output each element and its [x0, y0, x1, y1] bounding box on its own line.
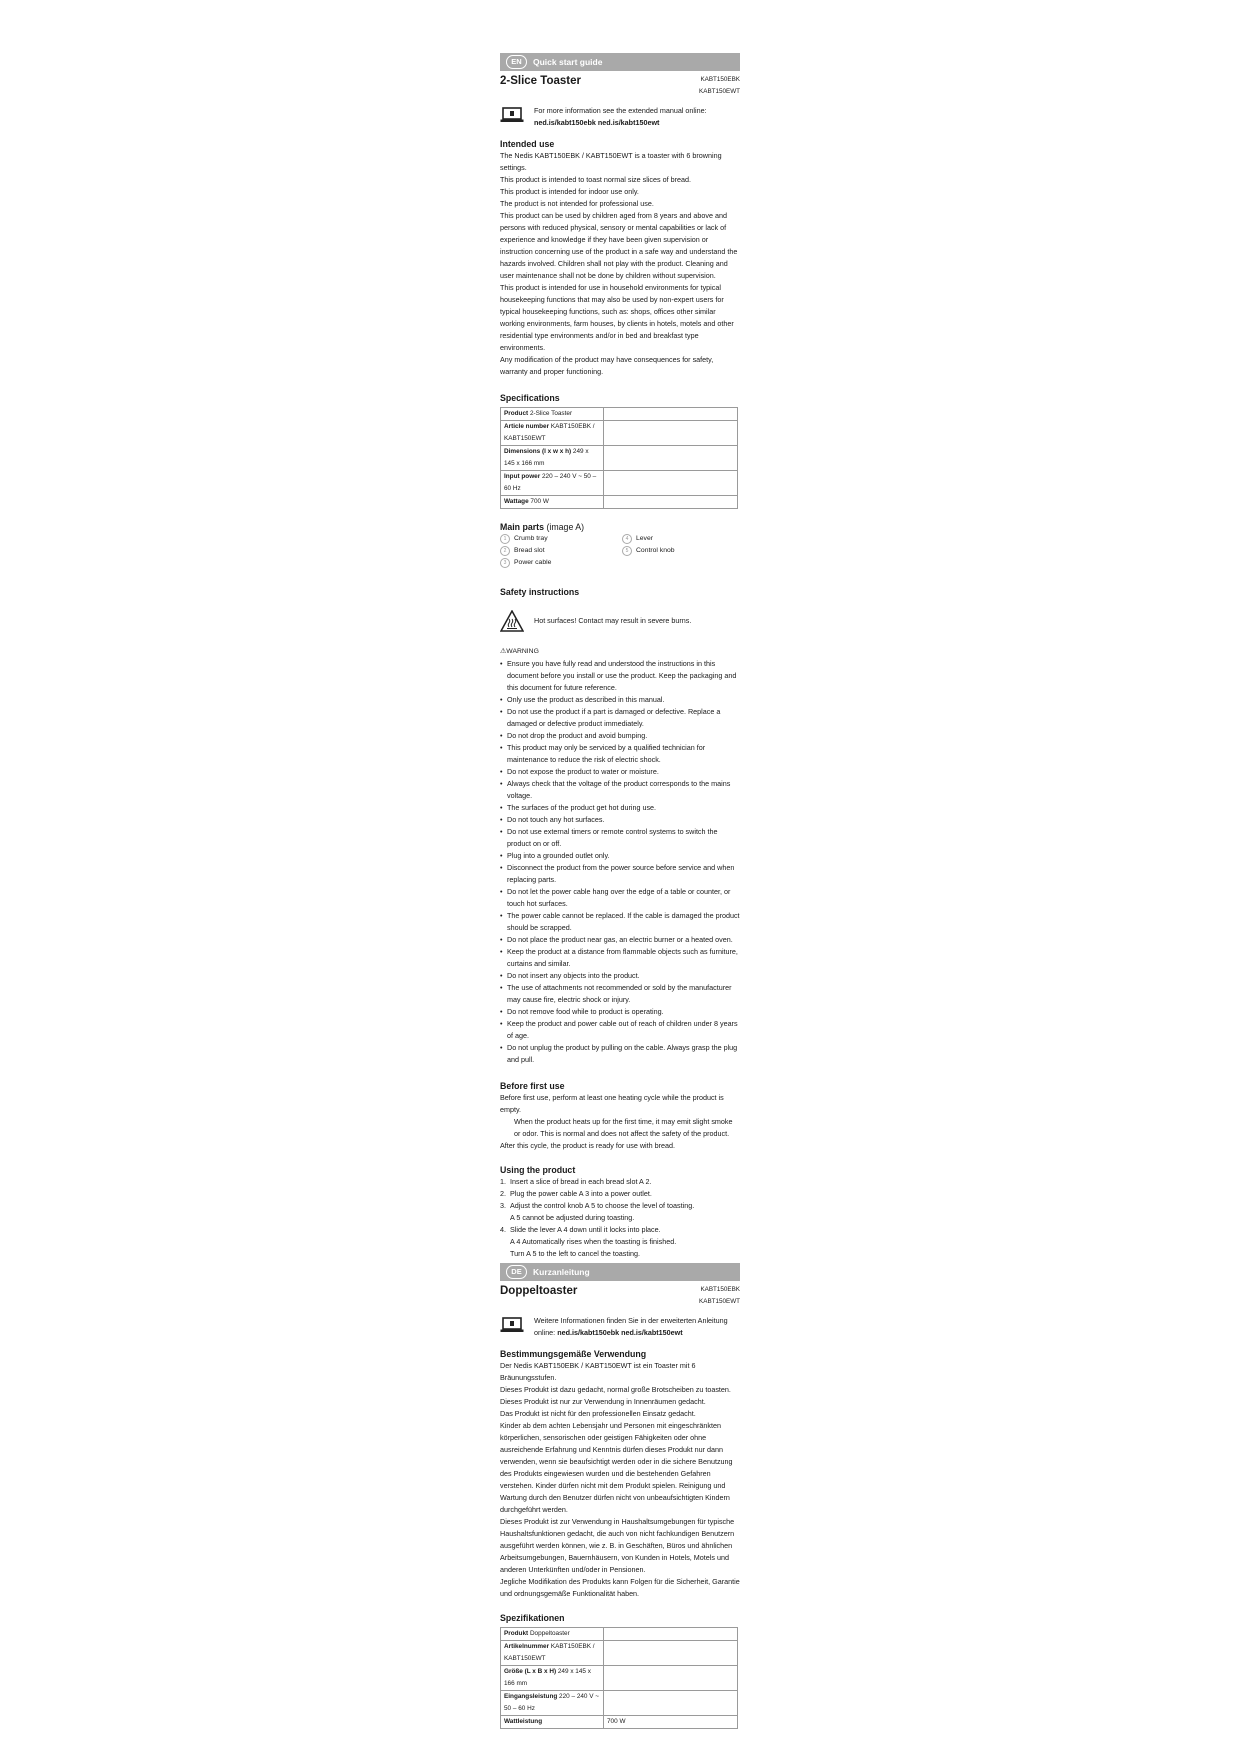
spec-value: 700 W [604, 1716, 738, 1729]
en-specifications-table [500, 407, 738, 509]
spec-label: Größe (L x B x H) [504, 1668, 557, 1675]
step-text: Turn A 5 to the left to cancel the toasting. [510, 1249, 640, 1258]
part-number: 4 [622, 534, 632, 544]
spec-value: 2-Slice Toaster [529, 410, 573, 417]
step-text: Slide the lever A 4 down until it locks into place. [510, 1225, 661, 1234]
part-label: Bread slot [514, 547, 545, 554]
hot-surface-icon [500, 610, 524, 632]
spec-value: 249 x 145 x 166 mm [504, 448, 589, 467]
spec-value: KABT150EBK / KABT150EWT [504, 1643, 595, 1662]
en-intended-use-heading: Intended use [500, 139, 555, 149]
list-item: • Do not use the product if a part is damaged or defective. Replace a damaged or defective product immediately. [500, 706, 740, 730]
list-item [500, 1224, 740, 1236]
de-intended-line: Dieses Produkt ist nur zur Verwendung in Innenräumen gedacht. [500, 1397, 706, 1406]
spec-value: 700 W [530, 498, 549, 505]
en-product-title: 2-Slice Toaster [500, 75, 581, 87]
en-intended-line: This product is intended for use in household environments for typical housekeeping functions that may also be used by non-expert users for typical housekeeping functions, such as: shops, offices other similar working environments, farm houses, by clients in hotels, motels and other residential type environments and/or in bed and breakfast type environments. [500, 283, 734, 352]
en-intended-line: The Nedis KABT150EBK / KABT150EWT is a toaster with 6 browning settings. [500, 151, 722, 172]
en-safety-list [500, 658, 740, 1066]
part-label: Power cable [514, 559, 552, 566]
de-section-band [500, 1263, 740, 1281]
list-item: • Do not use external timers or remote control systems to switch the product on or off. [500, 826, 740, 850]
list-item: • Do not insert any objects into the product. [500, 970, 740, 982]
en-using-heading: Using the product [500, 1165, 576, 1175]
de-product-title: Doppeltoaster [500, 1285, 578, 1297]
de-code-black: KABT150EBK [700, 1286, 740, 1293]
de-intended-line: Dieses Produkt ist zur Verwendung in Haushaltsumgebungen für typische Haushaltsfunktionen gedacht, die auch von nicht fachkundigen Benutzern ausgeführt werden können, wie z. B. in Geschäften, Büros und ähnlichen Arbeitsumgebungen, Bauernhäusern, von Kunden in Hotels, Motels und anderen Unterkünften und/oder in Pensionen. [500, 1517, 735, 1574]
part-label: Control knob [636, 547, 675, 554]
list-item [500, 1188, 740, 1200]
en-manual-links: ned.is/kabt150ebk ned.is/kabt150ewt [534, 118, 660, 127]
de-article-codes [699, 1284, 740, 1308]
en-safety-heading: Safety instructions [500, 587, 580, 597]
list-item [500, 1176, 740, 1188]
list-item [500, 1200, 740, 1212]
de-intended-use-body [500, 1360, 740, 1600]
table-row [501, 496, 738, 509]
table-row [501, 408, 738, 421]
de-specifications-table [500, 1627, 738, 1729]
en-main-parts-suffix: (image A) [546, 522, 585, 532]
de-intended-line: Jegliche Modifikation des Produkts kann Folgen für die Sicherheit, Garantie und ordnungsgemäße Funktionalität haben. [500, 1577, 740, 1598]
en-main-parts-heading [500, 521, 740, 533]
en-language-badge: EN [506, 55, 527, 69]
table-row [501, 1628, 738, 1641]
list-item: • Do not remove food while to product is operating. [500, 1006, 740, 1018]
spec-value: 249 x 145 x 166 mm [504, 1668, 591, 1687]
table-row [501, 1691, 738, 1716]
en-steps-list [500, 1176, 740, 1260]
step-text: A 4 Automatically rises when the toasting is finished. [510, 1237, 677, 1246]
en-intended-line: This product is intended to toast normal size slices of bread. [500, 175, 691, 184]
de-section [500, 1263, 740, 1729]
list-item: • Do not expose the product to water or moisture. [500, 766, 740, 778]
part-number: 1 [500, 534, 510, 544]
spec-label: Wattage [504, 498, 529, 505]
en-intended-line: Any modification of the product may have consequences for safety, warranty and proper functioning. [500, 355, 714, 376]
list-item: • Do not touch any hot surfaces. [500, 814, 740, 826]
list-item: • Do not place the product near gas, an electric burner or a heated oven. [500, 934, 740, 946]
step-number: 1. [500, 1177, 506, 1186]
spec-value: KABT150EBK / KABT150EWT [504, 423, 595, 442]
list-item: • Plug into a grounded outlet only. [500, 850, 740, 862]
table-row [501, 446, 738, 471]
en-main-parts-list [500, 533, 740, 569]
list-item [500, 533, 622, 545]
list-item: • Only use the product as described in this manual. [500, 694, 740, 706]
de-band-title: Kurzanleitung [533, 1267, 590, 1277]
en-before-intro: Before first use, perform at least one heating cycle while the product is empty. [500, 1093, 724, 1114]
en-title-row [500, 74, 740, 98]
de-title-row [500, 1284, 740, 1308]
list-item: • Keep the product and power cable out of reach of children under 8 years of age. [500, 1018, 740, 1042]
de-specifications-heading: Spezifikationen [500, 1613, 565, 1623]
list-item [500, 1248, 740, 1260]
de-intended-line: Das Produkt ist nicht für den professionellen Einsatz gedacht. [500, 1409, 696, 1418]
step-number: 4. [500, 1225, 506, 1234]
spec-label: Dimensions (l x w x h) [504, 448, 572, 455]
en-hot-surface-text: Hot surfaces! Contact may result in severe burns. [534, 616, 692, 625]
spec-label: Wattleistung [504, 1718, 543, 1725]
spec-label: Product [504, 410, 529, 417]
part-number: 5 [622, 546, 632, 556]
list-item: • Always check that the voltage of the product corresponds to the mains voltage. [500, 778, 740, 802]
step-text: A 5 cannot be adjusted during toasting. [510, 1213, 635, 1222]
en-before-after: After this cycle, the product is ready for use with bread. [500, 1141, 675, 1150]
spec-label: Produkt [504, 1630, 529, 1637]
en-info-text: For more information see the extended manual online: [534, 106, 707, 115]
en-warning-label [500, 646, 740, 658]
list-item: • Do not unplug the product by pulling on the cable. Always grasp the plug and pull. [500, 1042, 740, 1066]
laptop-icon [500, 107, 524, 123]
list-item: • Do not let the power cable hang over the edge of a table or counter, or touch hot surfaces. [500, 886, 740, 910]
list-item: • The power cable cannot be replaced. If the cable is damaged the product should be scrapped. [500, 910, 740, 934]
list-item: • Do not drop the product and avoid bumping. [500, 730, 740, 742]
part-label: Lever [636, 535, 654, 542]
en-intended-use-body [500, 150, 740, 378]
spec-label: Article number [504, 423, 550, 430]
en-before-note: When the product heats up for the first time, it may emit slight smoke or odor. This is normal and does not affect the safety of the product. [514, 1117, 733, 1138]
list-item [622, 545, 738, 557]
spec-label: Eingangsleistung [504, 1693, 558, 1700]
de-language-badge: DE [506, 1265, 527, 1279]
en-intended-line: The product is not intended for professional use. [500, 199, 654, 208]
list-item: • The surfaces of the product get hot during use. [500, 802, 740, 814]
en-band-title: Quick start guide [533, 57, 603, 67]
step-text: Insert a slice of bread in each bread slot A 2. [510, 1177, 652, 1186]
spec-value: 220 – 240 V ~ 50 – 60 Hz [504, 1693, 600, 1712]
table-row [501, 1716, 738, 1729]
list-item [622, 533, 738, 545]
document-page [500, 53, 740, 1729]
table-row [501, 1641, 738, 1666]
en-online-manual-note [500, 105, 740, 129]
en-before-first-use-heading: Before first use [500, 1081, 565, 1091]
en-code-black: KABT150EBK [700, 76, 740, 83]
step-text: Plug the power cable A 3 into a power outlet. [510, 1189, 652, 1198]
en-section-band [500, 53, 740, 71]
part-number: 3 [500, 558, 510, 568]
list-item [500, 557, 622, 569]
list-item: • Ensure you have fully read and understood the instructions in this document before you install or use the product. Keep the packaging and this document for future reference. [500, 658, 740, 694]
de-code-white: KABT150EWT [699, 1298, 740, 1305]
list-item: • The use of attachments not recommended or sold by the manufacturer may cause fire, electric shock or injury. [500, 982, 740, 1006]
list-item [500, 1236, 740, 1248]
table-row [501, 471, 738, 496]
en-hot-surface-warning [500, 610, 740, 632]
list-item: • Disconnect the product from the power source before service and when replacing parts. [500, 862, 740, 886]
list-item: • Keep the product at a distance from flammable objects such as furniture, curtains and similar. [500, 946, 740, 970]
list-item [500, 1212, 740, 1224]
warning-icon: ⚠ [500, 648, 507, 655]
spec-value: 220 – 240 V ~ 50 – 60 Hz [504, 473, 597, 492]
laptop-icon [500, 1317, 524, 1333]
en-warning-text: WARNING [506, 648, 539, 655]
spec-label: Artikelnummer [504, 1643, 550, 1650]
en-intended-line: This product can be used by children aged from 8 years and above and persons with reduced physical, sensory or mental capabilities or lack of experience and knowledge if they have been given supervision or instruction concerning use of the product in a safe way and understand the hazards involved. Children shall not play with the product. Cleaning and user maintenance shall not be done by children without supervision. [500, 211, 738, 280]
de-intended-line: Dieses Produkt ist dazu gedacht, normal große Brotscheiben zu toasten. [500, 1385, 731, 1394]
de-info-text: Weitere Informationen finden Sie in der erweiterten Anleitung online: [534, 1316, 728, 1337]
de-intended-line: Kinder ab dem achten Lebensjahr und Personen mit eingeschränkten körperlichen, sensorischen oder geistigen Fähigkeiten oder ohne ausreichende Erfahrung und Kenntnis dürfen dieses Produkt nur dann verwenden, wenn sie beaufsichtigt werden oder in die sichere Benutzung des Produkts eingewiesen wurden und die bestehenden Gefahren verstehen. Kinder dürfen nicht mit dem Produkt spielen. Reinigung und Wartung durch den Benutzer dürfen nicht von unbeaufsichtigten Kindern durchgeführt werden. [500, 1421, 733, 1514]
de-intended-use-heading: Bestimmungsgemäße Verwendung [500, 1349, 647, 1359]
list-item [500, 545, 622, 557]
list-item: • This product may only be serviced by a qualified technician for maintenance to reduce the risk of electric shock. [500, 742, 740, 766]
table-row [501, 421, 738, 446]
de-manual-links: ned.is/kabt150ebk ned.is/kabt150ewt [557, 1328, 683, 1337]
step-text: Adjust the control knob A 5 to choose the level of toasting. [510, 1201, 695, 1210]
de-intended-line: Der Nedis KABT150EBK / KABT150EWT ist ein Toaster mit 6 Bräunungsstufen. [500, 1361, 696, 1382]
en-code-white: KABT150EWT [699, 88, 740, 95]
part-number: 2 [500, 546, 510, 556]
de-online-manual-note [500, 1315, 740, 1339]
en-main-parts-title: Main parts [500, 522, 544, 532]
en-specifications-heading: Specifications [500, 393, 560, 403]
spec-label: Input power [504, 473, 541, 480]
table-row [501, 1666, 738, 1691]
step-number: 3. [500, 1201, 506, 1210]
part-label: Crumb tray [514, 535, 548, 542]
spec-value: Doppeltoaster [529, 1630, 570, 1637]
en-article-codes [699, 74, 740, 98]
step-number: 2. [500, 1189, 506, 1198]
en-intended-line: This product is intended for indoor use only. [500, 187, 639, 196]
